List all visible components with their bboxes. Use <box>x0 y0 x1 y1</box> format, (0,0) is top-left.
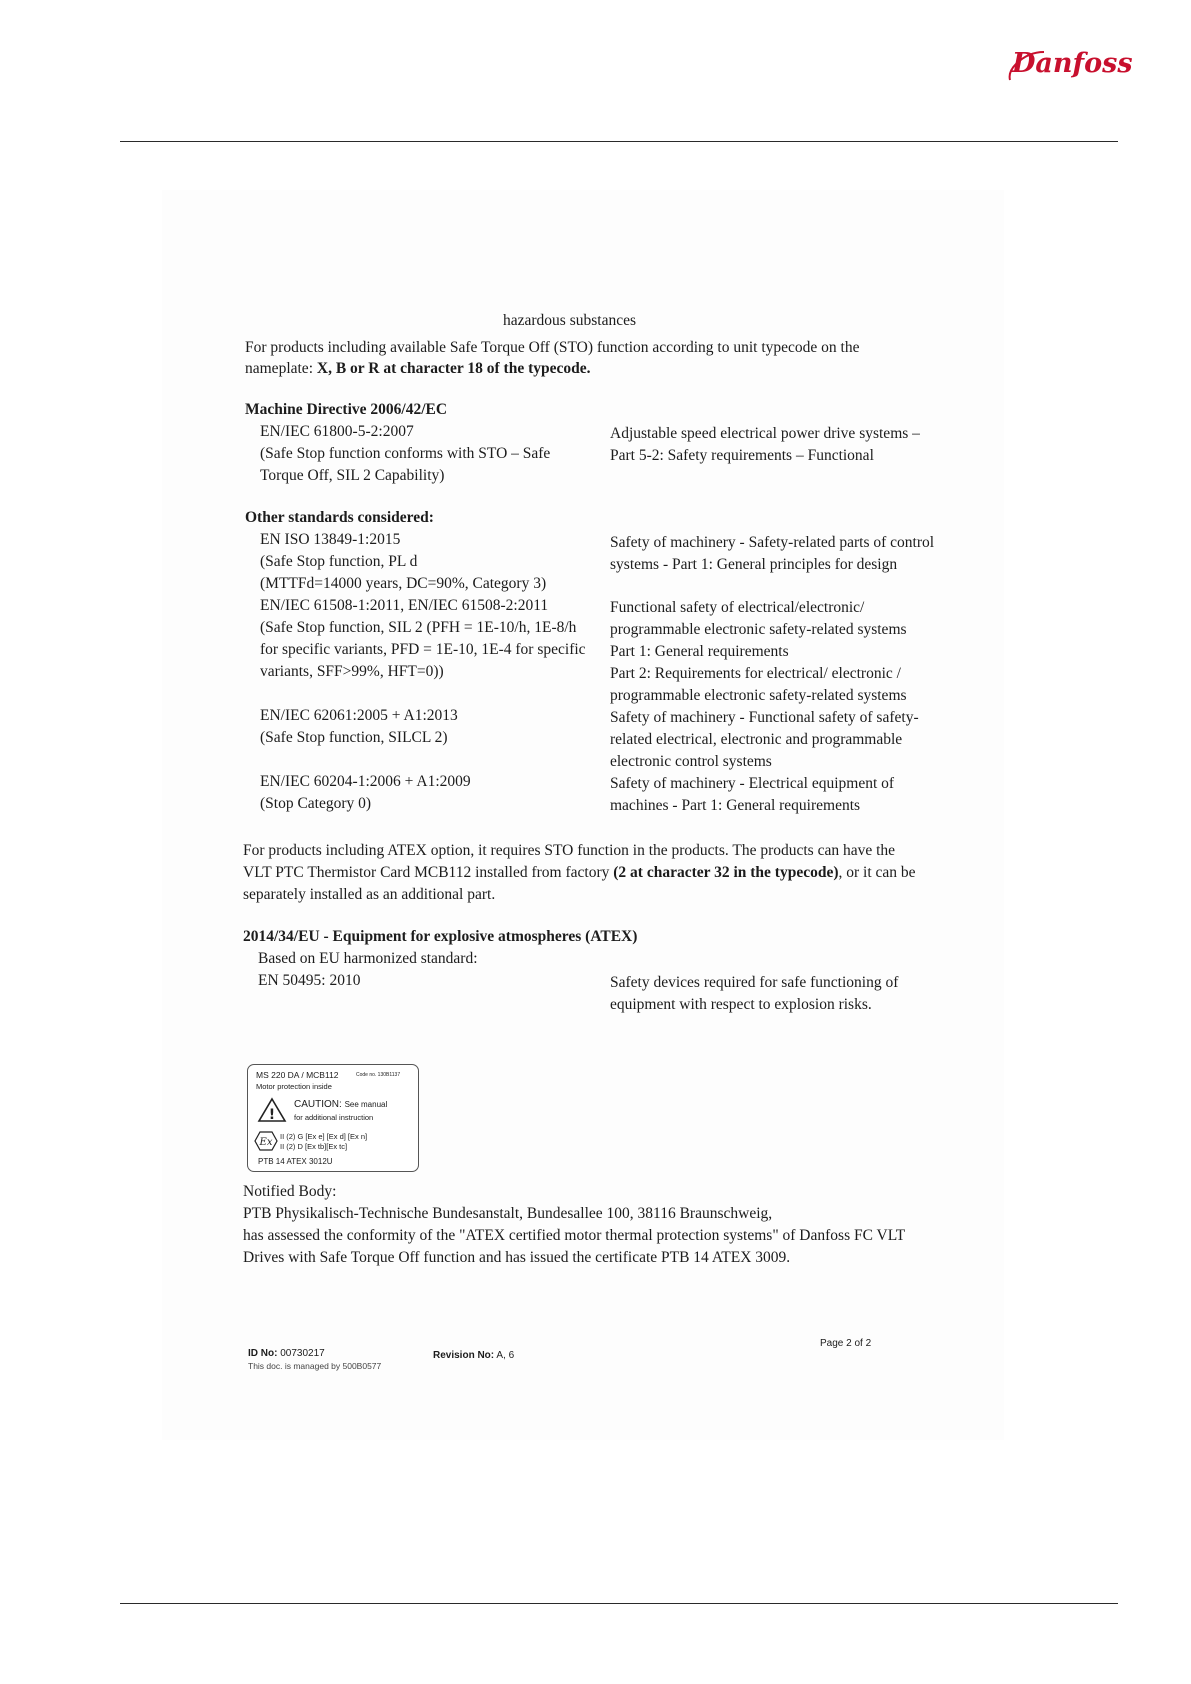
machine-directive-heading: Machine Directive 2006/42/EC <box>245 401 448 418</box>
atex-left-1: EN 50495: 2010 <box>258 972 361 989</box>
os-left-0: EN ISO 13849-1:2015 <box>260 531 401 548</box>
md-left-2: Torque Off, SIL 2 Capability) <box>260 467 445 484</box>
other-standards-heading: Other standards considered: <box>245 509 434 526</box>
label-code: Code no. 130B1137 <box>356 1072 401 1078</box>
notified-body-line2: has assessed the conformity of the "ATEX certified motor thermal protection systems" of Danfoss FC VLT <box>243 1227 906 1244</box>
os-left-12: (Stop Category 0) <box>260 795 372 812</box>
logo-text: Danfoss <box>1012 48 1133 79</box>
os-left-8: EN/IEC 62061:2005 + A1:2013 <box>260 707 458 724</box>
danfoss-logo <box>1006 42 1133 84</box>
os-left-5: for specific variants, PFD = 1E-10, 1E-4 for specific <box>260 641 586 658</box>
footer-rule <box>120 1603 1118 1604</box>
footer-managed: This doc. is managed by 500B0577 <box>248 1361 382 1371</box>
os-right-1: systems - Part 1: General principles for design <box>610 556 898 573</box>
atex-intro-line3: separately installed as an additional part. <box>243 886 496 903</box>
os-left-11: EN/IEC 60204-1:2006 + A1:2009 <box>260 773 471 790</box>
svg-text:Ex: Ex <box>259 1137 273 1148</box>
notified-body-heading: Notified Body: <box>243 1183 337 1200</box>
label-caution: CAUTION: See manual <box>294 1099 388 1110</box>
partial-line: hazardous substances <box>503 312 636 329</box>
os-right-12: machines - Part 1: General requirements <box>610 797 861 814</box>
footer-page: Page 2 of 2 <box>820 1338 872 1349</box>
label-cert: PTB 14 ATEX 3012U <box>258 1157 333 1166</box>
atex-intro-line1: For products including ATEX option, it requires STO function in the products. The products can have the <box>243 842 896 859</box>
md-right-1: Part 5-2: Safety requirements – Functional <box>610 447 874 464</box>
footer-id: ID No: 00730217 <box>248 1348 325 1359</box>
os-right-5: Part 1: General requirements <box>610 643 789 660</box>
header-rule <box>120 141 1118 142</box>
label-marking1: II (2) G [Ex e] [Ex d] [Ex n] <box>280 1132 368 1141</box>
atex-heading: 2014/34/EU - Equipment for explosive atmospheres (ATEX) <box>243 928 638 945</box>
svg-text:!: ! <box>268 1107 276 1123</box>
os-right-3: Functional safety of electrical/electronic/ <box>610 599 865 616</box>
label-subtitle: Motor protection inside <box>256 1082 332 1091</box>
atex-right-0: Safety devices required for safe functioning of <box>610 974 899 991</box>
label-caution-line2: for additional instruction <box>294 1113 374 1122</box>
os-right-0: Safety of machinery - Safety-related parts of control <box>610 534 935 551</box>
intro-nameplate: nameplate: X, B or R at character 18 of the typecode. <box>245 360 591 377</box>
warning-icon <box>258 1097 286 1123</box>
label-marking2: II (2) D [Ex tb][Ex tc] <box>280 1142 348 1151</box>
os-left-3: EN/IEC 61508-1:2011, EN/IEC 61508-2:2011 <box>260 597 549 614</box>
os-right-6: Part 2: Requirements for electrical/ electronic / <box>610 665 901 682</box>
atex-right-1: equipment with respect to explosion risks. <box>610 996 872 1013</box>
os-left-4: (Safe Stop function, SIL 2 (PFH = 1E-10/h, 1E-8/h <box>260 619 577 636</box>
notified-body-line1: PTB Physikalisch-Technische Bundesanstalt, Bundesallee 100, 38116 Braunschweig, <box>243 1205 773 1222</box>
label-title: MS 220 DA / MCB112 <box>256 1070 339 1080</box>
os-right-8: Safety of machinery - Functional safety of safety- <box>610 709 919 726</box>
md-left-0: EN/IEC 61800-5-2:2007 <box>260 423 414 440</box>
notified-body-line3: Drives with Safe Torque Off function and has issued the certificate PTB 14 ATEX 3009. <box>243 1249 791 1266</box>
footer-revision: Revision No: A, 6 <box>433 1350 515 1361</box>
os-right-9: related electrical, electronic and programmable <box>610 731 903 748</box>
product-label <box>247 1064 419 1172</box>
intro-line: For products including available Safe Torque Off (STO) function according to unit typecode on the <box>245 339 860 356</box>
os-left-9: (Safe Stop function, SILCL 2) <box>260 729 448 746</box>
os-right-11: Safety of machinery - Electrical equipment of <box>610 775 895 792</box>
os-left-2: (MTTFd=14000 years, DC=90%, Category 3) <box>260 575 547 592</box>
os-right-7: programmable electronic safety-related systems <box>610 687 907 704</box>
ex-hexagon-icon <box>254 1131 278 1151</box>
os-left-1: (Safe Stop function, PL d <box>260 553 418 570</box>
atex-intro-line2: VLT PTC Thermistor Card MCB112 installed from factory (2 at character 32 in the typecode), or it can be <box>243 864 916 881</box>
md-right-0: Adjustable speed electrical power drive systems – <box>610 425 920 442</box>
md-left-1: (Safe Stop function conforms with STO – Safe <box>260 445 551 462</box>
atex-left-0: Based on EU harmonized standard: <box>258 950 478 967</box>
os-left-6: variants, SFF>99%, HFT=0)) <box>260 663 444 680</box>
os-right-10: electronic control systems <box>610 753 772 770</box>
os-right-4: programmable electronic safety-related systems <box>610 621 907 638</box>
